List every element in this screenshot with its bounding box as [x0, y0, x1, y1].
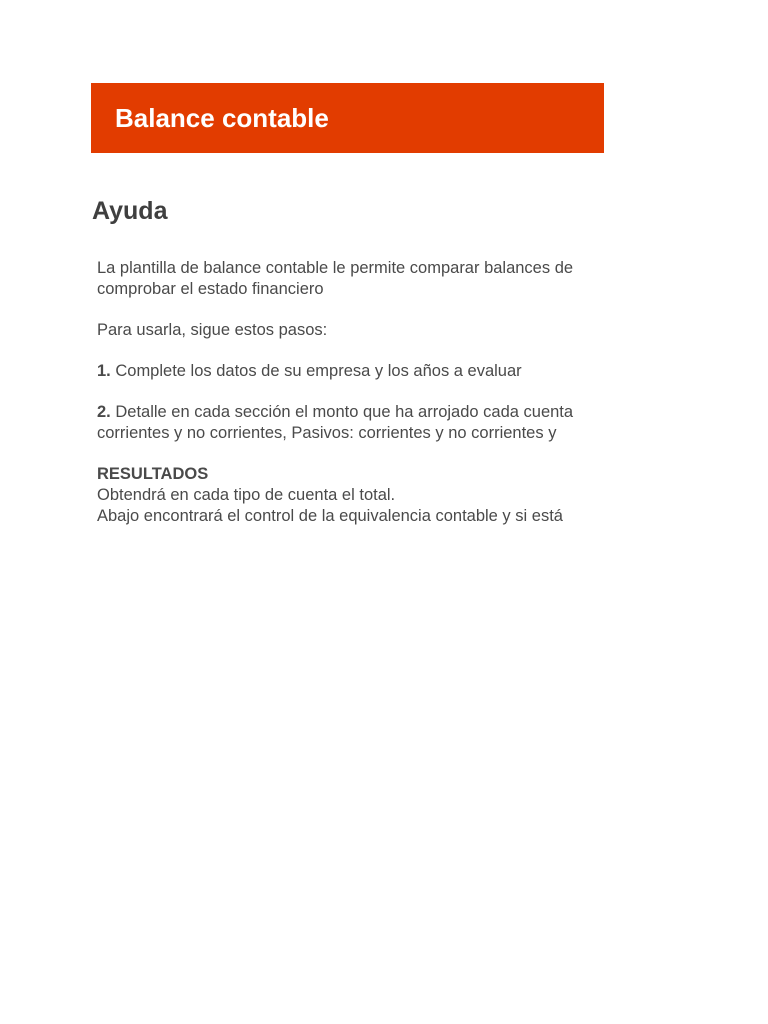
- intro-line-1: La plantilla de balance contable le permite comparar balances de: [97, 259, 574, 277]
- step-2-line-1: [97, 402, 604, 423]
- step-1: [97, 361, 604, 382]
- step-1-text: Complete los datos de su empresa y los años a evaluar: [110, 362, 522, 380]
- step-2-line-2: corrientes y no corrientes, Pasivos: corrientes y no corrientes y: [97, 424, 557, 442]
- step-2-text-line-1: Detalle en cada sección el monto que ha arrojado cada cuenta: [110, 403, 574, 421]
- spacer: [97, 444, 604, 464]
- step-1-number: 1.: [97, 362, 111, 380]
- help-heading: Ayuda: [92, 197, 168, 225]
- spacer: [97, 382, 604, 402]
- results-line-1: Obtendrá en cada tipo de cuenta el total.: [97, 486, 396, 504]
- results-heading: RESULTADOS: [97, 465, 209, 483]
- results-line-2: Abajo encontrará el control de la equivalencia contable y si está: [97, 507, 563, 525]
- intro-line-2: comprobar el estado financiero: [97, 280, 324, 298]
- spacer: [97, 341, 604, 361]
- help-content: [97, 258, 604, 538]
- header-banner: [91, 83, 604, 153]
- spacer: [97, 300, 604, 320]
- step-2-number: 2.: [97, 403, 111, 421]
- document-title: Balance contable: [115, 103, 329, 133]
- steps-intro: Para usarla, sigue estos pasos:: [97, 321, 328, 339]
